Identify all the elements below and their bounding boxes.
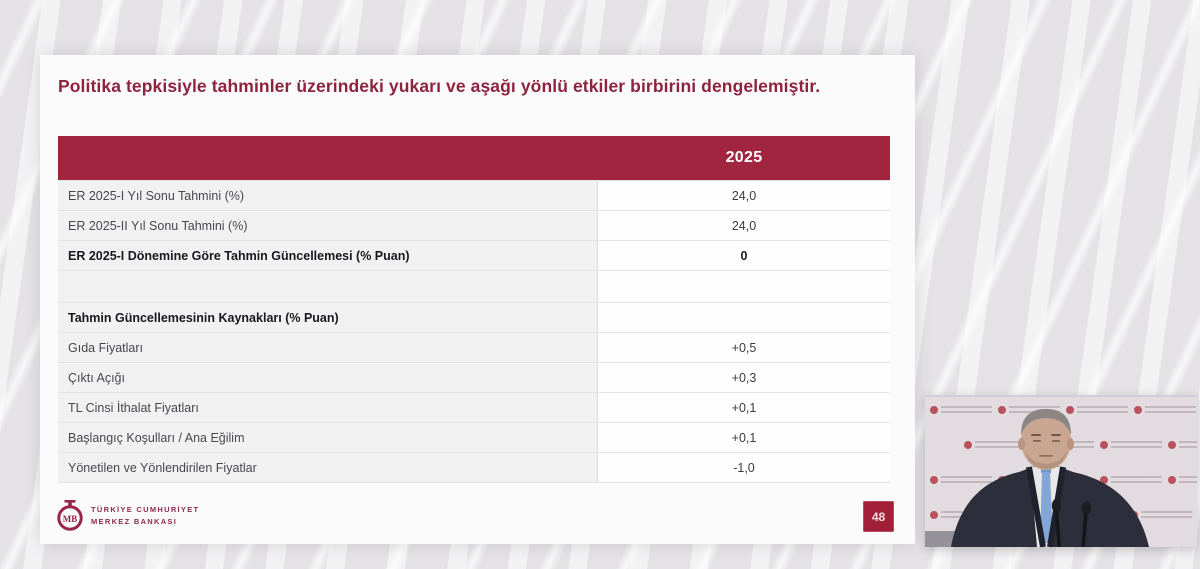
row-value: +0,1 xyxy=(598,393,890,422)
header-year-cell: 2025 xyxy=(725,149,763,166)
tcmb-logo-text xyxy=(91,504,199,527)
table-row xyxy=(58,332,890,362)
forecast-table xyxy=(58,136,890,483)
tcmb-logo-line1: TÜRKİYE CUMHURİYET xyxy=(91,505,200,515)
row-value: -1,0 xyxy=(598,453,890,482)
speaker-illustration xyxy=(925,397,1197,547)
table-row xyxy=(58,362,890,392)
page-number-badge: 48 xyxy=(863,501,894,532)
table-row xyxy=(58,452,890,482)
table-row xyxy=(58,392,890,422)
tcmb-logo-line2: MERKEZ BANKASI xyxy=(91,517,178,526)
row-label: Gıda Fiyatları xyxy=(58,333,598,362)
slide-title: Politika tepkisiyle tahminler üzerindeki yukarı ve aşağı yönlü etkiler birbirini dengelemiştir. xyxy=(58,76,821,96)
row-value: 0 xyxy=(598,241,890,270)
row-label xyxy=(58,271,598,302)
tcmb-emblem-icon xyxy=(54,499,86,533)
row-label: Çıktı Açığı xyxy=(58,363,598,392)
tcmb-logo xyxy=(54,499,199,533)
row-label: Başlangıç Koşulları / Ana Eğilim xyxy=(58,423,598,452)
row-value: +0,1 xyxy=(598,423,890,452)
table-row xyxy=(58,240,890,270)
header-label-cell xyxy=(58,136,598,180)
row-label: TL Cinsi İthalat Fiyatları xyxy=(58,393,598,422)
row-value: +0,3 xyxy=(598,363,890,392)
table-header-row xyxy=(58,136,890,180)
table-row xyxy=(58,422,890,452)
row-value xyxy=(598,303,890,332)
row-label: ER 2025-I Dönemine Göre Tahmin Güncellemesi (% Puan) xyxy=(58,241,598,270)
svg-text:MB: MB xyxy=(62,514,78,524)
presentation-slide xyxy=(40,55,915,544)
speaker-video xyxy=(925,395,1197,547)
table-row xyxy=(58,210,890,240)
row-value xyxy=(598,271,890,302)
row-label: Tahmin Güncellemesinin Kaynakları (% Puan) xyxy=(58,303,598,332)
row-value: 24,0 xyxy=(598,181,890,210)
row-label: ER 2025-II Yıl Sonu Tahmini (%) xyxy=(58,211,598,240)
row-label: Yönetilen ve Yönlendirilen Fiyatlar xyxy=(58,453,598,482)
table-row xyxy=(58,302,890,332)
row-value: +0,5 xyxy=(598,333,890,362)
table-row-spacer xyxy=(58,270,890,302)
row-value: 24,0 xyxy=(598,211,890,240)
row-label: ER 2025-I Yıl Sonu Tahmini (%) xyxy=(58,181,598,210)
table-row xyxy=(58,180,890,210)
